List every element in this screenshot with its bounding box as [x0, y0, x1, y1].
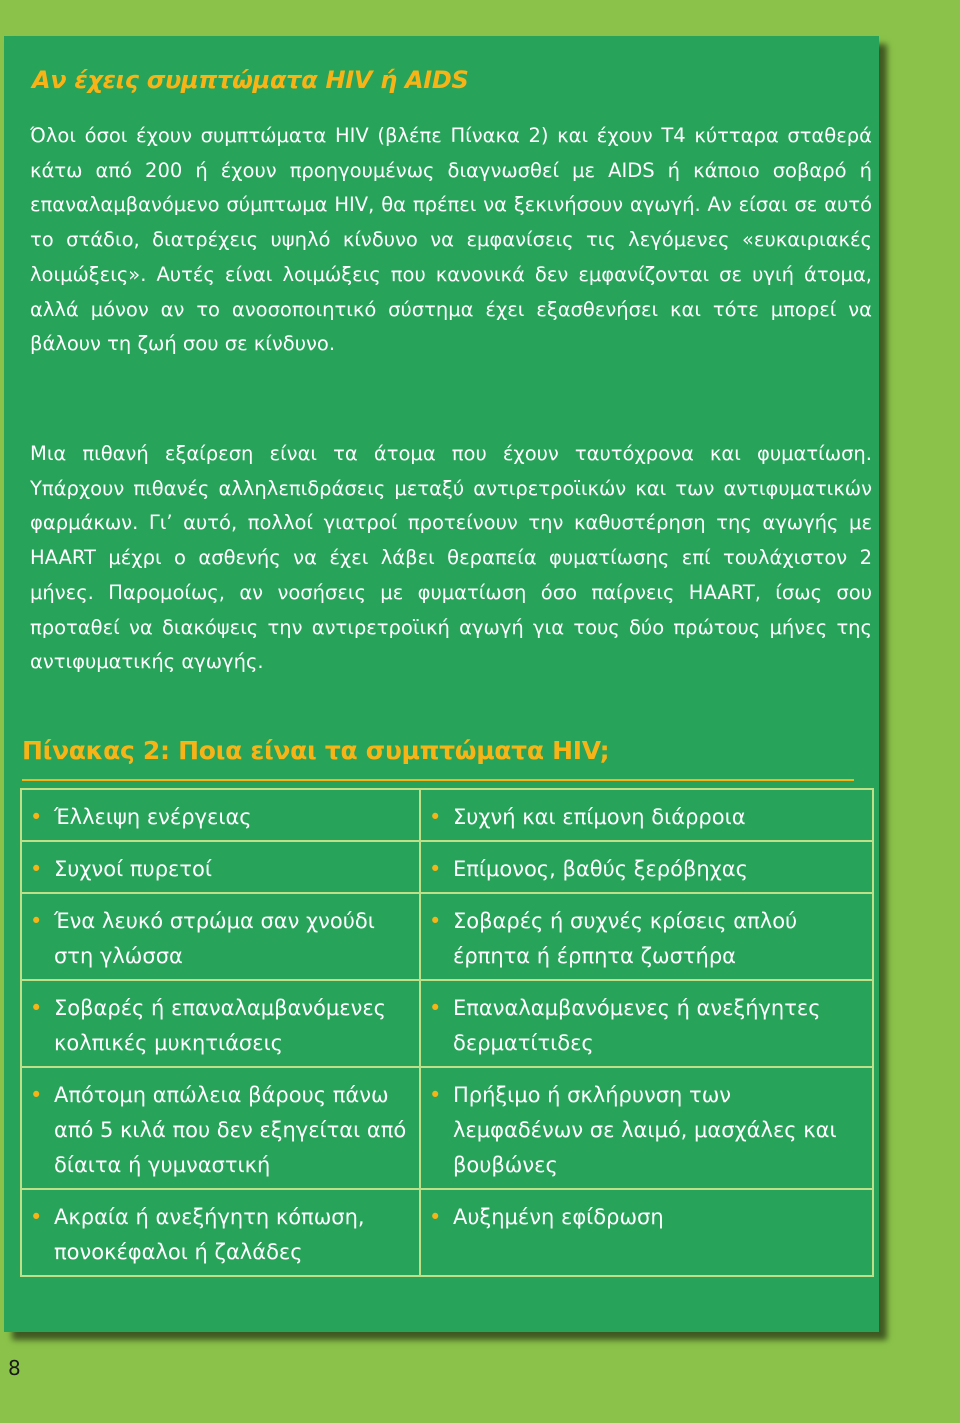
symptom-text: Ακραία ή ανεξήγητη κόπωση, πονοκέφαλοι ή ζαλάδες: [54, 1205, 365, 1264]
paragraph-tuberculosis: Μια πιθανή εξαίρεση είναι τα άτομα που έχουν ταυτόχρονα και φυματίωση. Υπάρχουν πιθανές αλληλεπιδράσεις μεταξύ αντιρετροϊικών και των αντιφυματικών φαρμάκων. Γι’ αυτό, πολλοί γιατροί προτείνουν την καθυστέρηση της αγωγής με HAART μέχρι ο ασθενής να έχει λάβει θεραπεία φυματίωσης επί τουλάχιστον 2 μήνες. Παρομοίως, αν νοσήσεις με φυματίωση όσο παίρνεις HAART, ίσως σου προταθεί να διακόψεις την αντιρετροϊική αγωγή για τους δύο πρώτους μήνες της αντιφυματικής αγωγής.: [30, 442, 872, 674]
symptoms-table: [20, 788, 874, 1277]
bullet-icon: •: [30, 1083, 43, 1107]
symptom-text: Σοβαρές ή συχνές κρίσεις απλού έρπητα ή έρπητα ζωστήρα: [453, 909, 798, 968]
symptom-text: Συχνοί πυρετοί: [54, 857, 212, 881]
table-cell: [420, 789, 873, 841]
table-cell: [420, 841, 873, 893]
table-cell: [21, 893, 420, 980]
bullet-icon: •: [429, 805, 442, 829]
symptom-text: Συχνή και επίμονη διάρροια: [453, 805, 746, 829]
bullet-icon: •: [429, 909, 442, 933]
paragraph-treatment: Όλοι όσοι έχουν συμπτώματα HIV (βλέπε Πίνακα 2) και έχουν T4 κύτταρα σταθερά κάτω από 200 ή έχουν προηγουμένως διαγνωσθεί με AIDS ή κάποιο σοβαρό ή επαναλαμβανόμενο σύμπτωμα HIV, θα πρέπει να ξεκινήσουν αγωγή. Αν είσαι σε αυτό το στάδιο, διατρέχεις υψηλό κίνδυνο να εμφανίσεις τις λεγόμενες «ευκαιριακές λοιμώξεις». Αυτές είναι λοιμώξεις που κανονικά δεν εμφανίζονται σε υγιή άτομα, αλλά μόνον αν το ανοσοποιητικό σύστημα έχει εξασθενήσει και τότε μπορεί να βάλουν τη ζωή σου σε κίνδυνο.: [30, 124, 872, 356]
symptom-text: Επίμονος, βαθύς ξερόβηχας: [453, 857, 748, 881]
table-title: Πίνακας 2: Ποια είναι τα συμπτώματα HIV;: [22, 736, 610, 765]
bullet-icon: •: [429, 857, 442, 881]
symptom-text: Αυξημένη εφίδρωση: [453, 1205, 664, 1229]
table-row: [21, 841, 873, 893]
bullet-icon: •: [30, 857, 43, 881]
table-cell: [21, 1189, 420, 1276]
bullet-icon: •: [30, 1205, 43, 1229]
table-row: [21, 1067, 873, 1189]
page-number: 8: [8, 1356, 21, 1380]
symptom-text: Σοβαρές ή επαναλαμβανόμενες κολπικές μυκητιάσεις: [54, 996, 387, 1055]
table-row: [21, 980, 873, 1067]
table-row: [21, 893, 873, 980]
bullet-icon: •: [30, 909, 43, 933]
symptom-text: Έλλειψη ενέργειας: [54, 805, 252, 829]
table-cell: [420, 1189, 873, 1276]
symptom-text: Ένα λευκό στρώμα σαν χνούδι στη γλώσσα: [54, 909, 375, 968]
table-cell: [420, 893, 873, 980]
bullet-icon: •: [429, 1205, 442, 1229]
symptom-text: Απότομη απώλεια βάρους πάνω από 5 κιλά που δεν εξηγείται από δίαιτα ή γυμναστική: [54, 1083, 407, 1177]
section-heading: Αν έχεις συμπτώματα HIV ή AIDS: [32, 66, 469, 94]
table-cell: [420, 980, 873, 1067]
bullet-icon: •: [30, 805, 43, 829]
bullet-icon: •: [30, 996, 43, 1020]
symptom-text: Επαναλαμβανόμενες ή ανεξήγητες δερματίτιδες: [453, 996, 821, 1055]
table-cell: [21, 980, 420, 1067]
table-row: [21, 789, 873, 841]
table-cell: [21, 789, 420, 841]
table-cell: [420, 1067, 873, 1189]
table-cell: [21, 841, 420, 893]
table-cell: [21, 1067, 420, 1189]
bullet-icon: •: [429, 1083, 442, 1107]
table-title-underline: [22, 779, 854, 781]
table-row: [21, 1189, 873, 1276]
symptom-text: Πρήξιμο ή σκλήρυνση των λεμφαδένων σε λαιμό, μασχάλες και βουβώνες: [453, 1083, 837, 1177]
bullet-icon: •: [429, 996, 442, 1020]
